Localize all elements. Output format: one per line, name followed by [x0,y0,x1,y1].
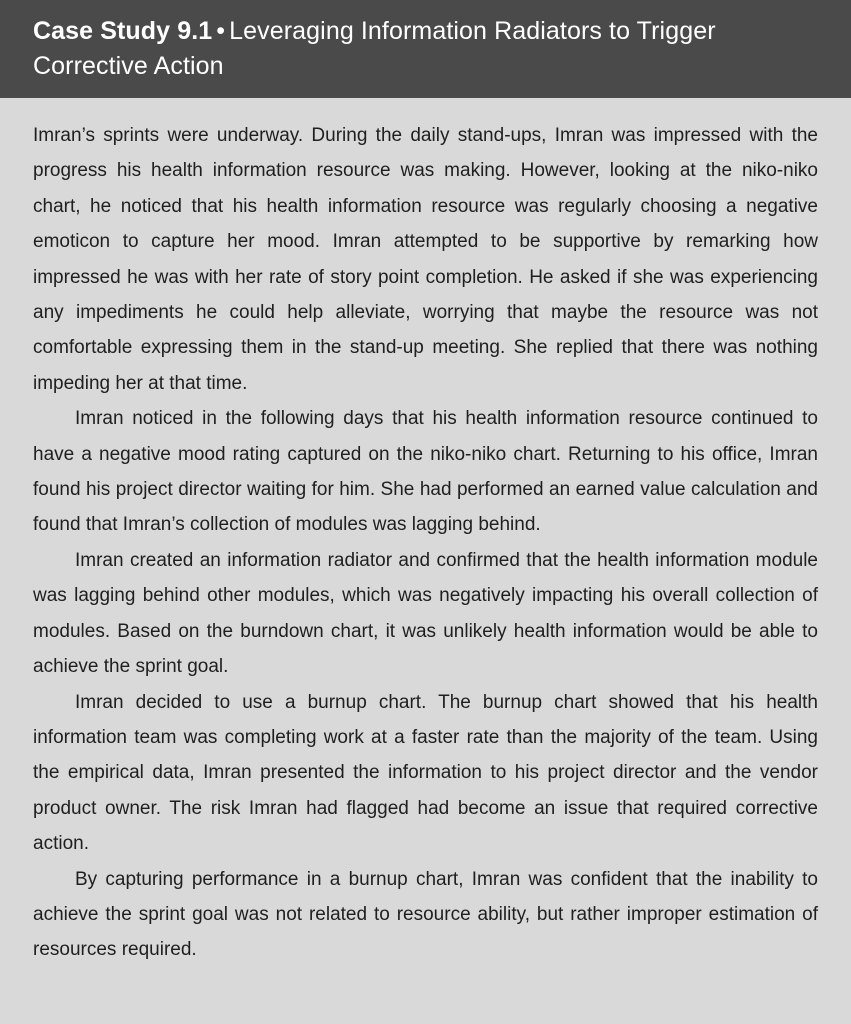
case-study-body [33,118,818,968]
case-study-label: Case Study 9.1 [33,17,213,45]
paragraph: By capturing performance in a burnup chart, Imran was confident that the inability to achieve the sprint goal was not related to resource ability, but rather improper estimation of resources required. [33,868,818,961]
case-study-header [0,0,851,98]
paragraph: Imran’s sprints were underway. During the daily stand-ups, Imran was impressed with the progress his health information resource was making. However, looking at the niko-niko chart, he noticed that his health information resource was regularly choosing a negative emoticon to capture her mood. Imran attempted to be supportive by remarking how impressed he was with her rate of story point completion. He asked if she was experiencing any impediments he could help alleviate, worrying that maybe the resource was not comfortable expressing them in the stand-up meeting. She replied that there was nothing impeding her at that time. [33,125,818,394]
paragraph: Imran created an information radiator and confirmed that the health information module was lagging behind other modules, which was negatively impacting his overall collection of modules. Based on the burndown chart, it was unlikely health information would be able to achieve the sprint goal. [33,549,818,678]
paragraph: Imran noticed in the following days that his health information resource continued to have a negative mood rating captured on the niko-niko chart. Returning to his office, Imran found his project director waiting for him. She had performed an earned value calculation and found that Imran’s collection of modules was lagging behind. [33,408,818,536]
title-separator: • [216,17,226,45]
paragraph: Imran decided to use a burnup chart. The burnup chart showed that his health information team was completing work at a faster rate than the majority of the team. Using the empirical data, Imran presented the information to his project director and the vendor product owner. The risk Imran had flagged had become an issue that required corrective action. [33,691,818,855]
case-study-title: Leveraging Information Radiators to Trigger Corrective Action [33,17,716,80]
